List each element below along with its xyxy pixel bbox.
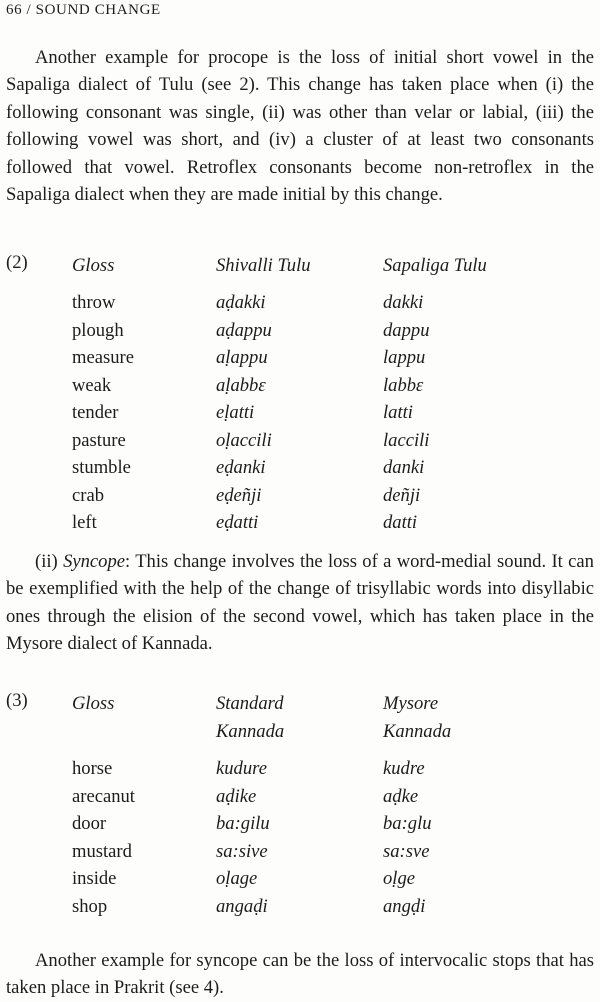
gloss-cell: door bbox=[72, 813, 107, 834]
table-row bbox=[6, 786, 566, 813]
gloss-cell: shop bbox=[72, 895, 108, 917]
sapaliga-cell: dakki bbox=[383, 292, 424, 313]
column-header-sapaliga-tulu: Sapaliga Tulu bbox=[383, 255, 487, 276]
standard-kannada-cell: aḍike bbox=[216, 785, 257, 807]
gloss-cell: left bbox=[72, 512, 97, 533]
gloss-cell: horse bbox=[72, 758, 113, 779]
paragraph-syncope-prakrit: Another example for syncope can be the loss of intervocalic stops that has taken place in Prakrit (see 4). bbox=[6, 950, 594, 999]
table-row bbox=[6, 813, 566, 840]
table-row bbox=[6, 868, 566, 895]
standard-kannada-cell: oḷage bbox=[216, 868, 258, 889]
table-row bbox=[6, 896, 566, 923]
table-row bbox=[6, 320, 566, 347]
shivalli-cell: aḷappu bbox=[216, 347, 268, 368]
gloss-cell: crab bbox=[72, 484, 104, 506]
paragraph-lead: (ii) bbox=[35, 551, 64, 572]
sapaliga-cell: lappu bbox=[383, 347, 426, 368]
sapaliga-cell: datti bbox=[383, 512, 418, 533]
shivalli-cell: eḍatti bbox=[216, 512, 259, 533]
example-number: (2) bbox=[6, 252, 28, 273]
column-header-gloss: Gloss bbox=[72, 255, 115, 276]
running-head: 66 / SOUND CHANGE bbox=[6, 2, 161, 18]
gloss-cell: arecanut bbox=[72, 785, 135, 807]
sapaliga-cell: labbɛ bbox=[383, 374, 424, 396]
table-row bbox=[6, 292, 566, 319]
shivalli-cell: aḷabbɛ bbox=[216, 374, 266, 396]
mysore-kannada-cell: oḷge bbox=[383, 868, 416, 889]
column-header-mysore: Mysore bbox=[383, 693, 439, 714]
sapaliga-cell: danki bbox=[383, 457, 425, 478]
paragraph-body: : This change involves the loss of a word-medial sound. It can be exemplified with the help of the change of trisyllabic words into disyllabic ones through the elision of the second vowel, which has taken place in the Mysore dialect of Kannada. bbox=[6, 551, 594, 655]
paragraph-procope: Another example for procope is the loss of initial short vowel in the Sapaliga dialect of Tulu (see 2). This change has taken place when (i) the following consonant was single, (ii) was other than velar or labial, (iii) the following vowel was short, and (iv) a cluster of at least two consonants followed that vowel. Retroflex consonants become non-retroflex in the Sapaliga dialect when they are made initial by this change. bbox=[6, 47, 594, 206]
table-row bbox=[6, 375, 566, 402]
table-row bbox=[6, 402, 566, 429]
term-syncope: Syncope bbox=[63, 551, 126, 572]
gloss-cell: pasture bbox=[72, 429, 126, 451]
standard-kannada-cell: sa:sive bbox=[216, 840, 268, 862]
gloss-cell: plough bbox=[72, 319, 124, 341]
gloss-cell: throw bbox=[72, 292, 116, 313]
sapaliga-cell: dappu bbox=[383, 319, 430, 341]
column-header-shivalli-tulu: Shivalli Tulu bbox=[216, 255, 311, 276]
gloss-cell: mustard bbox=[72, 840, 132, 862]
gloss-cell: weak bbox=[72, 374, 112, 396]
table-row bbox=[6, 485, 566, 512]
shivalli-cell: aḍakki bbox=[216, 292, 266, 313]
table-row bbox=[6, 430, 566, 457]
column-header-gloss: Gloss bbox=[72, 693, 115, 714]
table-row bbox=[6, 841, 566, 868]
mysore-kannada-cell: ba:glu bbox=[383, 813, 432, 834]
shivalli-cell: oḷaccili bbox=[216, 429, 272, 451]
gloss-cell: measure bbox=[72, 347, 134, 368]
standard-kannada-cell: angaḍi bbox=[216, 895, 268, 917]
mysore-kannada-cell: kudre bbox=[383, 758, 425, 779]
gloss-cell: stumble bbox=[72, 457, 131, 478]
standard-kannada-cell: kudure bbox=[216, 758, 267, 779]
mysore-kannada-cell: sa:sve bbox=[383, 840, 430, 862]
sapaliga-cell: deñji bbox=[383, 484, 421, 506]
sapaliga-cell: laccili bbox=[383, 429, 430, 451]
column-header-kannada: Kannada bbox=[383, 721, 452, 742]
sapaliga-cell: latti bbox=[383, 402, 413, 423]
table-row bbox=[6, 347, 566, 374]
gloss-cell: tender bbox=[72, 402, 119, 423]
column-header-standard: Standard bbox=[216, 693, 284, 714]
gloss-cell: inside bbox=[72, 868, 117, 889]
paragraph-syncope bbox=[6, 548, 594, 658]
standard-kannada-cell: ba:gilu bbox=[216, 813, 270, 834]
shivalli-cell: aḍappu bbox=[216, 319, 272, 341]
mysore-kannada-cell: aḍke bbox=[383, 785, 419, 807]
shivalli-cell: eḍeñji bbox=[216, 484, 262, 506]
table-row bbox=[6, 457, 566, 484]
mysore-kannada-cell: angḍi bbox=[383, 895, 426, 917]
table-row bbox=[6, 758, 566, 785]
example-number: (3) bbox=[6, 690, 28, 711]
column-header-kannada: Kannada bbox=[216, 721, 285, 742]
table-row bbox=[6, 512, 566, 539]
shivalli-cell: eḷatti bbox=[216, 402, 255, 423]
shivalli-cell: eḍanki bbox=[216, 457, 266, 478]
